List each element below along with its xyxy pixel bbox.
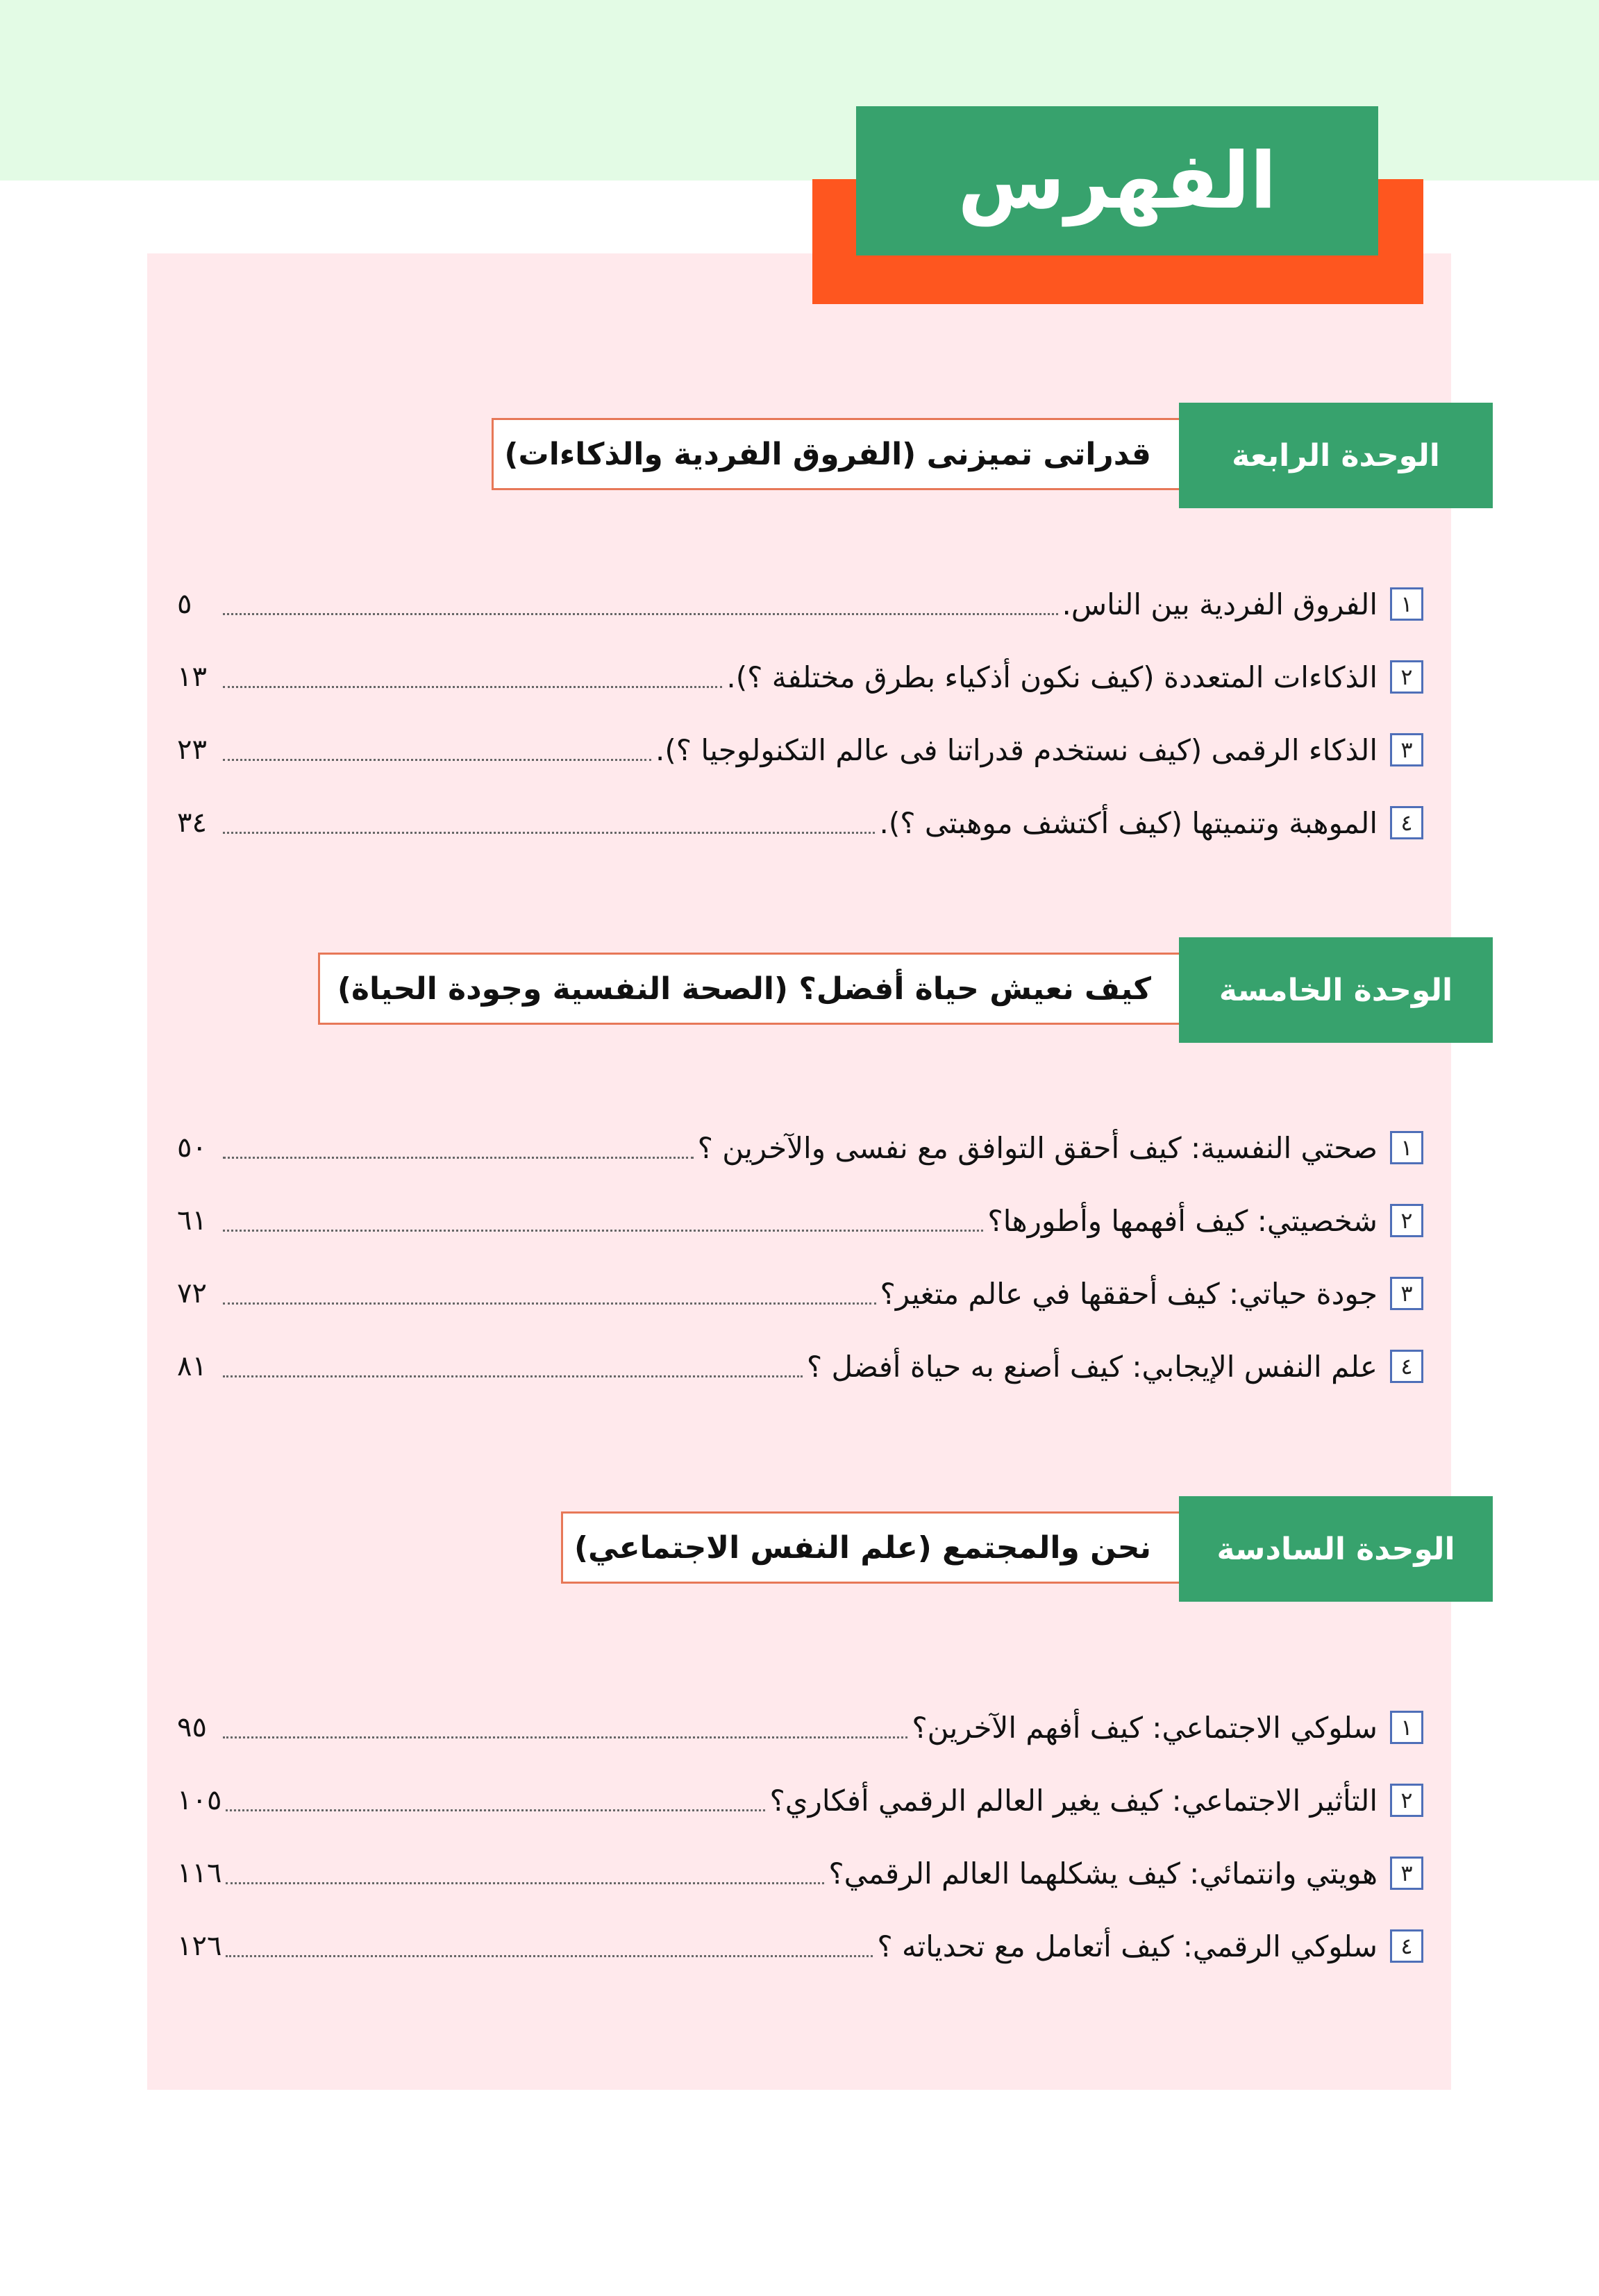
lesson-title: صحتي النفسية: كيف أحقق التوافق مع نفسى والآخرين ؟: [697, 1130, 1378, 1165]
unit-badge: الوحدة السادسة: [1179, 1496, 1493, 1602]
page-number: ٦١: [177, 1205, 207, 1237]
page-number: ٩٥: [177, 1711, 207, 1743]
leader-dots: [226, 1882, 824, 1884]
lesson-number: ١: [1390, 587, 1423, 621]
lesson-title: الفروق الفردية بين الناس.: [1062, 587, 1378, 621]
unit-badge: الوحدة الخامسة: [1179, 937, 1493, 1043]
lesson-number: ٢: [1390, 1204, 1423, 1237]
toc-entry[interactable]: [177, 1925, 1423, 1967]
leader-dots: [223, 1736, 907, 1738]
toc-entry[interactable]: [177, 1127, 1423, 1168]
leader-dots: [223, 759, 651, 761]
lesson-number: ٣: [1390, 1857, 1423, 1890]
leader-dots: [223, 613, 1058, 615]
unit-header-4: [0, 403, 1599, 514]
lesson-title: سلوكي الاجتماعي: كيف أفهم الآخرين؟: [912, 1710, 1378, 1745]
unit-header-5: [0, 937, 1599, 1048]
lesson-title: الموهبة وتنميتها (كيف أكتشف موهبتى ؟).: [879, 805, 1378, 840]
leader-dots: [226, 1955, 873, 1957]
toc-entry[interactable]: [177, 1852, 1423, 1894]
toc-entry[interactable]: [177, 583, 1423, 625]
lesson-number: ٤: [1390, 806, 1423, 839]
lesson-title: جودة حياتي: كيف أحققها في عالم متغير؟: [880, 1276, 1378, 1311]
unit-title: كيف نعيش حياة أفضل؟ (الصحة النفسية وجودة الحياة): [318, 953, 1179, 1025]
unit-title: قدراتى تميزنى (الفروق الفردية والذكاءات): [492, 418, 1179, 490]
page-number: ٢٣: [177, 734, 207, 766]
page-number: ٣٤: [177, 807, 207, 839]
page-number: ١٣: [177, 661, 207, 693]
page-number: ٧٢: [177, 1277, 207, 1309]
page-number: ١٠٥: [177, 1784, 222, 1816]
lesson-number: ٤: [1390, 1350, 1423, 1383]
leader-dots: [223, 1157, 694, 1159]
toc-entry[interactable]: [177, 1200, 1423, 1241]
lesson-title: التأثير الاجتماعي: كيف يغير العالم الرقمي أفكاري؟: [769, 1783, 1378, 1818]
page-number: ٥٠: [177, 1132, 207, 1164]
lesson-title: هويتي وانتمائي: كيف يشكلهما العالم الرقمي؟: [828, 1856, 1378, 1891]
leader-dots: [223, 832, 875, 834]
lesson-number: ١: [1390, 1711, 1423, 1744]
unit-header-6: [0, 1496, 1599, 1607]
page-number: ١٢٦: [177, 1930, 222, 1962]
leader-dots: [223, 1302, 876, 1305]
lesson-number: ١: [1390, 1131, 1423, 1164]
lesson-number: ٤: [1390, 1929, 1423, 1963]
leader-dots: [223, 1375, 803, 1377]
lesson-title: سلوكي الرقمي: كيف أتعامل مع تحدياته ؟: [877, 1929, 1378, 1963]
unit-title: نحن والمجتمع (علم النفس الاجتماعي): [561, 1511, 1179, 1584]
toc-entry[interactable]: [177, 802, 1423, 844]
lesson-number: ٣: [1390, 1277, 1423, 1310]
leader-dots: [226, 1809, 765, 1811]
page-title: الفهرس: [856, 106, 1378, 255]
page-number: ١١٦: [177, 1857, 222, 1889]
toc-entry[interactable]: [177, 1779, 1423, 1821]
toc-entry[interactable]: [177, 1707, 1423, 1748]
lesson-title: شخصيتي: كيف أفهمها وأطورها؟: [987, 1203, 1378, 1238]
lesson-number: ٣: [1390, 733, 1423, 766]
lesson-title: الذكاء الرقمى (كيف نستخدم قدراتنا فى عالم التكنولوجيا ؟).: [655, 732, 1378, 767]
lesson-number: ٢: [1390, 1784, 1423, 1817]
lesson-title: علم النفس الإيجابي: كيف أصنع به حياة أفضل ؟: [806, 1349, 1378, 1384]
toc-entry[interactable]: [177, 729, 1423, 771]
toc-entry[interactable]: [177, 1273, 1423, 1314]
leader-dots: [223, 1230, 983, 1232]
leader-dots: [223, 686, 722, 688]
toc-entry[interactable]: [177, 1346, 1423, 1387]
page-number: ٨١: [177, 1350, 207, 1382]
unit-badge: الوحدة الرابعة: [1179, 403, 1493, 508]
page-number: ٥: [177, 588, 192, 620]
toc-entry[interactable]: [177, 656, 1423, 698]
lesson-number: ٢: [1390, 660, 1423, 694]
lesson-title: الذكاءات المتعددة (كيف نكون أذكياء بطرق مختلفة ؟).: [726, 660, 1378, 694]
